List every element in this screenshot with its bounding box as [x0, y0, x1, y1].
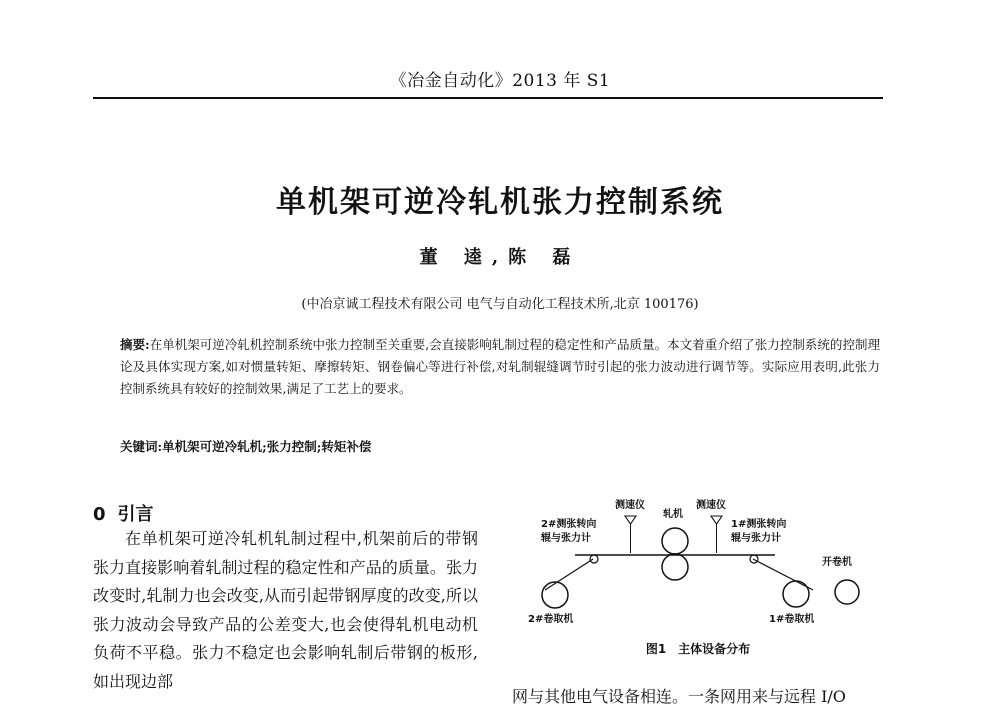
- section-title: 引言: [117, 504, 154, 525]
- coiler-2: [542, 582, 568, 608]
- paper-affiliation: (中冶京诚工程技术有限公司 电气与自动化工程技术所,北京 100176): [301, 297, 699, 312]
- label-coiler1: 1#卷取机: [769, 614, 815, 625]
- speedometer-left-icon: [625, 516, 636, 524]
- label-speedometer-right: 测速仪: [696, 500, 726, 511]
- mill-bottom-roll: [662, 554, 688, 580]
- label-tension1-line2: 辊与张力计: [731, 533, 781, 544]
- paper-authors: 董 逵,陈 磊: [419, 247, 581, 268]
- paper-title: 单机架可逆冷轧机张力控制系统: [276, 185, 724, 220]
- uncoiler: [835, 580, 859, 604]
- abstract-label: 摘要:: [120, 337, 150, 352]
- label-tension1-line1: 1#测张转向: [731, 519, 787, 530]
- keywords: [120, 437, 880, 455]
- body-right-column-text: 网与其他电气设备相连。一条网用来与远程 I/O: [512, 687, 846, 706]
- abstract: [120, 334, 880, 400]
- label-uncoiler: 开卷机: [822, 557, 852, 568]
- label-mill: 轧机: [663, 509, 683, 520]
- journal-header: 《冶金自动化》2013 年 S1: [389, 71, 611, 91]
- label-tension2-line2: 辊与张力计: [541, 533, 591, 544]
- body-left-column: [93, 525, 478, 696]
- section-number: 0: [93, 504, 106, 525]
- label-tension2-line1: 2#测张转向: [541, 519, 597, 530]
- keywords-text: 单机架可逆冷轧机;张力控制;转矩补偿: [162, 439, 372, 454]
- keywords-label: 关键词:: [120, 439, 163, 454]
- speedometer-right-icon: [711, 516, 722, 524]
- header-rule: [93, 97, 883, 99]
- figure-equipment-diagram: [517, 493, 879, 655]
- strip-to-coiler2: [545, 559, 593, 590]
- tension-roll-2: [590, 555, 598, 563]
- figure-caption: 图1 主体设备分布: [645, 642, 751, 656]
- strip-to-uncoiler: [753, 559, 813, 590]
- section-heading: [93, 500, 166, 526]
- label-speedometer-left: 测速仪: [615, 500, 645, 511]
- coiler-1: [783, 581, 809, 607]
- body-left-paragraph: 在单机架可逆冷轧机轧制过程中,机架前后的带钢张力直接影响着轧制过程的稳定性和产品的质量。张力改变时,轧制力也会改变,从而引起带钢厚度的改变,所以张力波动会导致产品的公差变大,也会使得轧机电动机负荷不平稳。张力不稳定也会影响轧制后带钢的板形,如出现边部: [93, 529, 478, 691]
- mill-top-roll: [662, 528, 688, 554]
- abstract-text: 在单机架可逆冷轧机控制系统中张力控制至关重要,会直接影响轧制过程的稳定性和产品质量。本文着重介绍了张力控制系统的控制理论及具体实现方案,如对惯量转矩、摩擦转矩、钢卷偏心等进行补偿,对轧制辊缝调节时引起的张力波动进行调节等。实际应用表明,此张力控制系统具有较好的控制效果,满足了工艺上的要求。: [120, 337, 880, 396]
- label-coiler2: 2#卷取机: [528, 614, 574, 625]
